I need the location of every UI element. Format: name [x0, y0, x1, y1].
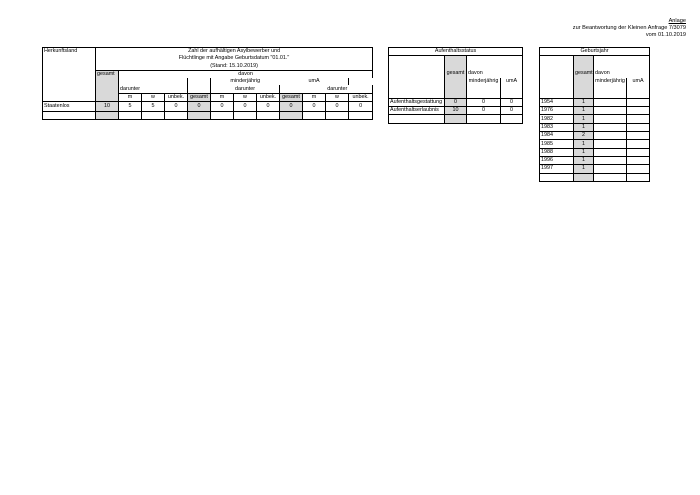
inquiry-date: vom 01.10.2019 [645, 32, 686, 38]
status-title: Aufenthaltsstatus [389, 48, 523, 56]
geburt-count: 1 [574, 165, 594, 173]
geburt-year: 1983 [540, 123, 574, 131]
geburt-year: 1976 [540, 107, 574, 115]
geburt-year: 1954 [540, 98, 574, 106]
table-row [389, 98, 523, 106]
cell-value: 10 [96, 102, 119, 112]
geburt-count: 1 [574, 98, 594, 106]
status-label: Aufenthaltserlaubnis [389, 107, 445, 115]
table-title-line2: Flüchtlinge mit Angabe Geburtsdatum "01.01." [96, 55, 373, 62]
geburt-count: 1 [574, 148, 594, 156]
header-darunter-1: darunter [119, 85, 188, 93]
table-row [540, 123, 650, 131]
asylum-seekers-table [42, 47, 373, 120]
table-row [43, 102, 373, 112]
header-herkunftsland: Herkunftsland [43, 48, 96, 71]
geburt-count: 1 [574, 156, 594, 164]
status-minder: 0 [467, 107, 501, 115]
header-m: m [119, 93, 142, 101]
cell-value: 0 [326, 102, 349, 112]
geburt-year: 1997 [540, 165, 574, 173]
status-header-uma: umA [501, 78, 523, 85]
header-w-uma: w [326, 93, 349, 101]
geburt-year: 1985 [540, 140, 574, 148]
table-row [540, 165, 650, 173]
header-minderjaehrig: minderjährig [230, 78, 261, 85]
header-darunter-3: darunter [303, 85, 373, 93]
geburt-title: Geburtsjahr [540, 48, 650, 56]
header-m-uma: m [303, 93, 326, 101]
geburt-header-gesamt: gesamt [575, 70, 593, 77]
table-row [540, 98, 650, 106]
cell-value: 0 [234, 102, 257, 112]
status-uma: 0 [501, 107, 523, 115]
geburt-count: 1 [574, 107, 594, 115]
geburt-header-minder: minderjährig [595, 77, 625, 84]
geburt-count: 1 [574, 123, 594, 131]
header-unbek-uma: unbek. [349, 93, 373, 101]
header-w: w [142, 93, 165, 101]
table-row [540, 115, 650, 123]
header-gesamt: gesamt [96, 70, 119, 78]
header-darunter-2: darunter [211, 85, 280, 93]
header-m-minder: m [211, 93, 234, 101]
cell-value: 5 [119, 102, 142, 112]
status-header-minder: minderjährig [467, 78, 501, 85]
residence-status-table [388, 47, 523, 124]
table-row [540, 107, 650, 115]
header-uma: umA [308, 78, 320, 85]
cell-value: 5 [142, 102, 165, 112]
header-davon: davon [119, 70, 373, 78]
status-uma: 0 [501, 98, 523, 106]
attachment-label: Anlage [668, 18, 686, 24]
cell-value: 0 [211, 102, 234, 112]
geburt-count: 2 [574, 132, 594, 140]
inquiry-reference: zur Beantwortung der Kleinen Anfrage 7/3079 [572, 25, 686, 31]
header-gesamt-minder: gesamt [188, 93, 211, 101]
status-minder: 0 [467, 98, 501, 106]
table-row [540, 156, 650, 164]
table-row [540, 148, 650, 156]
geburt-header-davon: davon [594, 70, 650, 77]
document-header [573, 18, 686, 39]
header-unbek: unbek. [165, 93, 188, 101]
status-label: Aufenthaltsgestattung [389, 98, 445, 106]
table-row [389, 107, 523, 115]
status-header-davon: davon [467, 70, 523, 77]
geburt-year: 1984 [540, 132, 574, 140]
geburt-count: 1 [574, 140, 594, 148]
header-w-minder: w [234, 93, 257, 101]
table-title-line1: Zahl der aufhältigen Asylbewerber und [96, 48, 373, 56]
cell-value: 0 [257, 102, 280, 112]
status-header-gesamt: gesamt [445, 70, 467, 77]
geburt-year: 1996 [540, 156, 574, 164]
geburt-header-uma: umA [627, 78, 650, 85]
table-row [540, 140, 650, 148]
geburt-year: 1988 [540, 148, 574, 156]
header-unbek-minder: unbek. [257, 93, 280, 101]
cell-value: 0 [280, 102, 303, 112]
status-gesamt: 10 [445, 107, 467, 115]
birth-year-table [539, 47, 650, 182]
cell-value: 0 [165, 102, 188, 112]
geburt-year: 1982 [540, 115, 574, 123]
header-gesamt-uma: gesamt [280, 93, 303, 101]
cell-value: 0 [188, 102, 211, 112]
table-title-line3: (Stand: 15.10.2019) [96, 63, 373, 71]
cell-value: 0 [349, 102, 373, 112]
cell-land: Staatenlos [43, 102, 96, 112]
table-row [540, 132, 650, 140]
geburt-count: 1 [574, 115, 594, 123]
status-gesamt: 0 [445, 98, 467, 106]
cell-value: 0 [303, 102, 326, 112]
